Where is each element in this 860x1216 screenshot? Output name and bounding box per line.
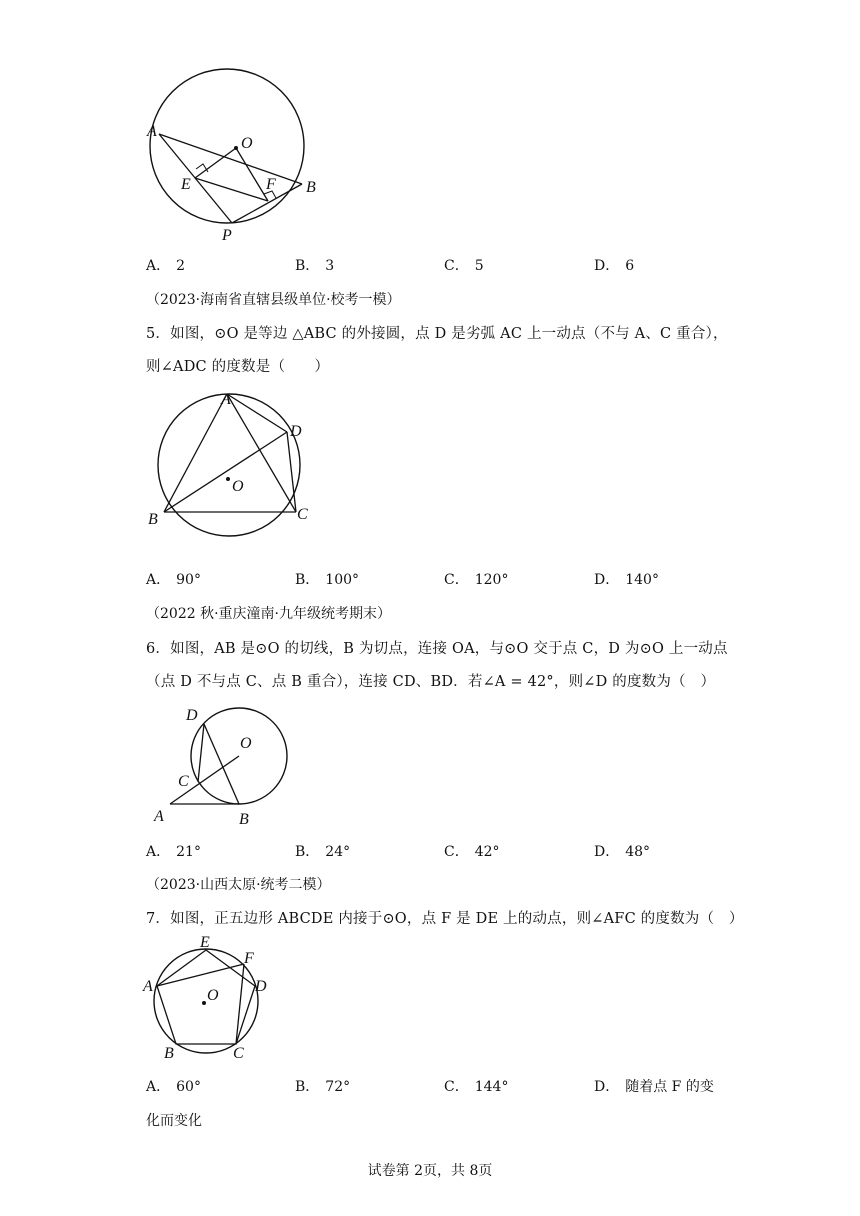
q4-figure	[140, 48, 330, 248]
q6-label-c: C	[178, 773, 189, 790]
q4-label-p: P	[222, 227, 232, 244]
q7-source: （2023·山西太原·统考二模）	[146, 877, 331, 893]
q5-label-a: A	[221, 391, 231, 408]
page-footer: 试卷第 2页，共 8页	[367, 1163, 493, 1179]
q4-option-b[interactable]: B． 3	[295, 258, 335, 274]
q5-option-b[interactable]: B． 100°	[295, 572, 360, 588]
q5-source: （2023·海南省直辖县级单位·校考一模）	[146, 292, 401, 308]
q7-diagram	[140, 934, 280, 1064]
q5-diagram	[140, 386, 330, 536]
q5-text-line1: 5．如图，⊙O 是等边 △ABC 的外接圆，点 D 是劣弧 AC 上一动点（不与 A、C 重合），	[146, 326, 728, 342]
q7-label-c: C	[233, 1045, 244, 1062]
q5-label-b: B	[148, 511, 158, 528]
q6-text-line2: （点 D 不与点 C、点 B 重合），连接 CD、BD．若∠A = 42°，则∠D 的度数为（ ）	[146, 674, 716, 690]
q7-figure	[140, 934, 280, 1064]
q7-label-e: E	[200, 934, 210, 951]
q4-label-b: B	[306, 179, 316, 196]
q7-label-a: A	[143, 978, 153, 995]
q5-label-o: O	[232, 478, 244, 495]
q5-options	[146, 569, 726, 591]
q5-label-c: C	[297, 506, 308, 523]
q6-option-a[interactable]: A． 21°	[146, 844, 201, 860]
q7-options	[146, 1076, 726, 1098]
q7-option-d-continued: 化而变化	[146, 1113, 202, 1129]
q6-figure	[140, 700, 300, 830]
q7-option-d[interactable]: D． 随着点 F 的变	[594, 1079, 714, 1095]
q4-diagram	[140, 48, 330, 248]
q6-option-d[interactable]: D． 48°	[594, 844, 651, 860]
q6-label-b: B	[239, 811, 249, 828]
q7-option-a[interactable]: A． 60°	[146, 1079, 201, 1095]
q6-label-a: A	[154, 808, 164, 825]
q5-label-d: D	[290, 423, 302, 440]
q7-label-o: O	[207, 987, 219, 1004]
q4-option-d[interactable]: D． 6	[594, 258, 635, 274]
q7-label-f: F	[244, 950, 254, 967]
q4-label-e: E	[181, 176, 191, 193]
q4-option-a[interactable]: A． 2	[146, 258, 186, 274]
q5-option-a[interactable]: A． 90°	[146, 572, 201, 588]
q7-text-line1: 7．如图，正五边形 ABCDE 内接于⊙O，点 F 是 DE 上的动点，则∠AFC 的度数为（ ）	[146, 911, 744, 927]
q4-options	[146, 255, 726, 277]
q4-label-f: F	[266, 176, 276, 193]
q7-label-b: B	[164, 1045, 174, 1062]
q7-label-d: D	[255, 978, 267, 995]
q6-option-b[interactable]: B． 24°	[295, 844, 351, 860]
q6-option-c[interactable]: C． 42°	[444, 844, 500, 860]
q7-option-c[interactable]: C． 144°	[444, 1079, 509, 1095]
q6-label-d: D	[186, 707, 198, 724]
q4-option-c[interactable]: C． 5	[444, 258, 484, 274]
q6-source: （2022 秋·重庆潼南·九年级统考期末）	[146, 606, 391, 622]
q6-text-line1: 6．如图，AB 是⊙O 的切线，B 为切点，连接 OA，与⊙O 交于点 C，D 为⊙O 上一动点	[146, 641, 728, 657]
q5-text-line2: 则∠ADC 的度数是（ ）	[146, 359, 330, 375]
q5-option-d[interactable]: D． 140°	[594, 572, 659, 588]
q4-label-o: O	[241, 135, 253, 152]
q5-option-c[interactable]: C． 120°	[444, 572, 509, 588]
q6-options	[146, 841, 726, 863]
q6-diagram	[140, 700, 300, 830]
q5-figure	[140, 386, 330, 536]
q7-option-b[interactable]: B． 72°	[295, 1079, 351, 1095]
q4-label-a: A	[147, 123, 157, 140]
q6-label-o: O	[240, 735, 252, 752]
